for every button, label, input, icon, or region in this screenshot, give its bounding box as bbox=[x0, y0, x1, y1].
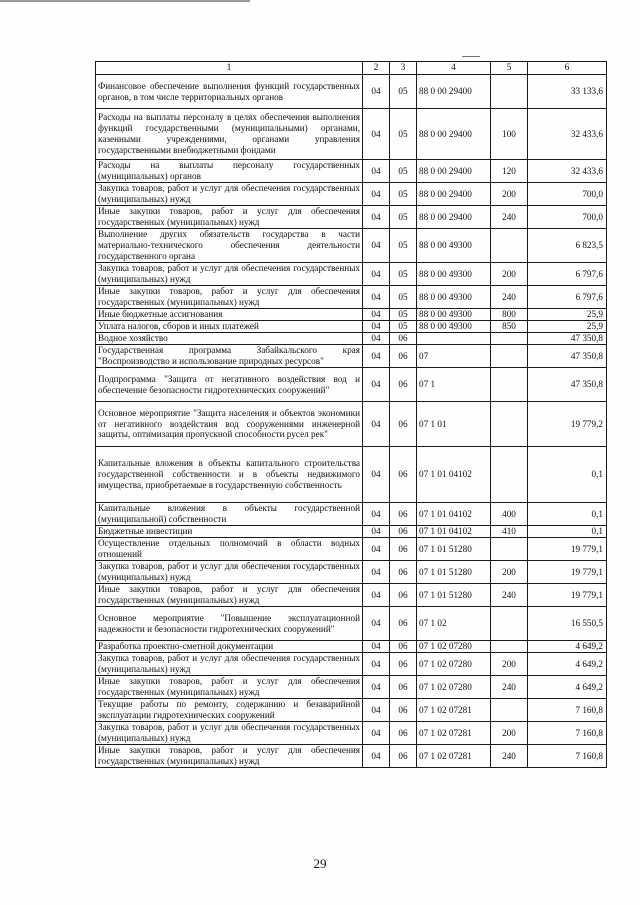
row-subsection-code: 06 bbox=[390, 402, 417, 447]
table-row bbox=[96, 75, 607, 109]
row-target-item-code: 07 1 02 07281 bbox=[417, 745, 491, 768]
row-subsection-code: 06 bbox=[390, 607, 417, 641]
row-amount: 19 779,1 bbox=[528, 561, 607, 584]
row-target-item-code: 07 1 02 07281 bbox=[417, 722, 491, 745]
row-name: Закупка товаров, работ и услуг для обеспечения государственных (муниципальных) нужд bbox=[96, 561, 363, 584]
row-name: Осуществление отдельных полномочий в области водных отношений bbox=[96, 538, 363, 561]
row-expense-type-code bbox=[491, 538, 528, 561]
row-name: Закупка товаров, работ и услуг для обеспечения государственных (муниципальных) нужд bbox=[96, 653, 363, 676]
row-expense-type-code bbox=[491, 447, 528, 503]
row-name: Иные бюджетные ассигнования bbox=[96, 309, 363, 321]
row-name: Основное мероприятие "Повышение эксплуатационной надежности и безопасности гидротехнических сооружений" bbox=[96, 607, 363, 641]
row-section-code: 04 bbox=[363, 263, 390, 286]
row-subsection-code: 05 bbox=[390, 321, 417, 333]
table-row bbox=[96, 561, 607, 584]
row-amount: 7 160,8 bbox=[528, 722, 607, 745]
row-section-code: 04 bbox=[363, 447, 390, 503]
row-amount: 6 797,6 bbox=[528, 263, 607, 286]
row-name: Текущие работы по ремонту, содержанию и безаварийной эксплуатации гидротехнических сооружений bbox=[96, 699, 363, 722]
row-expense-type-code bbox=[491, 699, 528, 722]
row-name: Иные закупки товаров, работ и услуг для обеспечения государственных (муниципальных) нужд bbox=[96, 286, 363, 309]
row-name: Основное мероприятие "Защита населения и объектов экономики от негативного воздействия вод сооружениями инженерной защиты, оптимизация пропускной способности русел рек" bbox=[96, 402, 363, 447]
row-name: Капитальные вложения в объекты государственной (муниципальной) собственности bbox=[96, 503, 363, 526]
row-subsection-code: 05 bbox=[390, 183, 417, 206]
table-row bbox=[96, 584, 607, 607]
row-subsection-code: 06 bbox=[390, 503, 417, 526]
row-subsection-code: 05 bbox=[390, 263, 417, 286]
row-expense-type-code: 200 bbox=[491, 653, 528, 676]
row-amount: 6 797,6 bbox=[528, 286, 607, 309]
row-name: Иные закупки товаров, работ и услуг для обеспечения государственных (муниципальных) нужд bbox=[96, 676, 363, 699]
row-expense-type-code: 200 bbox=[491, 263, 528, 286]
header-cell-target-item: 4 bbox=[417, 62, 491, 75]
table-row bbox=[96, 368, 607, 402]
row-target-item-code: 88 0 00 49300 bbox=[417, 229, 491, 263]
row-amount: 47 350,8 bbox=[528, 368, 607, 402]
row-name: Закупка товаров, работ и услуг для обеспечения государственных (муниципальных) нужд bbox=[96, 183, 363, 206]
row-section-code: 04 bbox=[363, 333, 390, 345]
row-amount: 4 649,2 bbox=[528, 641, 607, 653]
row-subsection-code: 05 bbox=[390, 160, 417, 183]
row-amount: 47 350,8 bbox=[528, 345, 607, 368]
row-target-item-code: 88 0 00 49300 bbox=[417, 309, 491, 321]
row-amount: 6 823,5 bbox=[528, 229, 607, 263]
row-expense-type-code: 120 bbox=[491, 160, 528, 183]
row-expense-type-code bbox=[491, 333, 528, 345]
row-expense-type-code: 850 bbox=[491, 321, 528, 333]
row-amount: 7 160,8 bbox=[528, 745, 607, 768]
row-subsection-code: 05 bbox=[390, 109, 417, 160]
row-expense-type-code: 400 bbox=[491, 503, 528, 526]
table-row bbox=[96, 402, 607, 447]
table-row bbox=[96, 699, 607, 722]
row-section-code: 04 bbox=[363, 402, 390, 447]
row-section-code: 04 bbox=[363, 584, 390, 607]
row-name: Выполнение других обязательств государства в части материально-технического обеспечения деятельности государственного органа bbox=[96, 229, 363, 263]
row-subsection-code: 06 bbox=[390, 561, 417, 584]
row-subsection-code: 06 bbox=[390, 699, 417, 722]
row-expense-type-code bbox=[491, 607, 528, 641]
row-subsection-code: 06 bbox=[390, 745, 417, 768]
row-expense-type-code bbox=[491, 641, 528, 653]
row-name: Финансовое обеспечение выполнения функций государственных органов, в том числе территориальных органов bbox=[96, 75, 363, 109]
row-subsection-code: 06 bbox=[390, 526, 417, 538]
row-target-item-code: 88 0 00 49300 bbox=[417, 263, 491, 286]
row-section-code: 04 bbox=[363, 321, 390, 333]
row-amount: 700,0 bbox=[528, 183, 607, 206]
page-number: 29 bbox=[313, 856, 327, 871]
row-expense-type-code: 200 bbox=[491, 722, 528, 745]
row-subsection-code: 05 bbox=[390, 206, 417, 229]
row-expense-type-code bbox=[491, 368, 528, 402]
row-target-item-code: 07 1 02 07280 bbox=[417, 641, 491, 653]
table-row bbox=[96, 183, 607, 206]
row-expense-type-code bbox=[491, 345, 528, 368]
table-row bbox=[96, 503, 607, 526]
table-header-row bbox=[96, 62, 607, 75]
row-target-item-code: 07 1 01 bbox=[417, 402, 491, 447]
row-amount: 4 649,2 bbox=[528, 653, 607, 676]
row-amount: 0,1 bbox=[528, 503, 607, 526]
row-section-code: 04 bbox=[363, 286, 390, 309]
header-cell-section: 2 bbox=[363, 62, 390, 75]
row-target-item-code: 07 1 02 07281 bbox=[417, 699, 491, 722]
row-subsection-code: 06 bbox=[390, 447, 417, 503]
budget-table bbox=[95, 61, 607, 768]
table-row bbox=[96, 229, 607, 263]
row-subsection-code: 06 bbox=[390, 538, 417, 561]
table-row bbox=[96, 309, 607, 321]
row-subsection-code: 06 bbox=[390, 641, 417, 653]
row-amount: 19 779,1 bbox=[528, 538, 607, 561]
row-expense-type-code: 240 bbox=[491, 676, 528, 699]
row-section-code: 04 bbox=[363, 676, 390, 699]
row-section-code: 04 bbox=[363, 722, 390, 745]
row-expense-type-code: 410 bbox=[491, 526, 528, 538]
row-subsection-code: 06 bbox=[390, 676, 417, 699]
row-target-item-code bbox=[417, 333, 491, 345]
row-subsection-code: 05 bbox=[390, 229, 417, 263]
row-section-code: 04 bbox=[363, 503, 390, 526]
row-amount: 25,9 bbox=[528, 321, 607, 333]
row-section-code: 04 bbox=[363, 183, 390, 206]
row-amount: 32 433,6 bbox=[528, 109, 607, 160]
row-expense-type-code: 200 bbox=[491, 183, 528, 206]
table-row bbox=[96, 286, 607, 309]
table-row bbox=[96, 321, 607, 333]
row-target-item-code: 88 0 00 49300 bbox=[417, 321, 491, 333]
row-target-item-code: 88 0 00 29400 bbox=[417, 109, 491, 160]
row-expense-type-code: 800 bbox=[491, 309, 528, 321]
row-amount: 33 133,6 bbox=[528, 75, 607, 109]
row-target-item-code: 07 1 02 07280 bbox=[417, 653, 491, 676]
row-section-code: 04 bbox=[363, 526, 390, 538]
table-row bbox=[96, 641, 607, 653]
row-amount: 700,0 bbox=[528, 206, 607, 229]
row-subsection-code: 06 bbox=[390, 333, 417, 345]
row-section-code: 04 bbox=[363, 345, 390, 368]
table-row bbox=[96, 653, 607, 676]
row-expense-type-code: 240 bbox=[491, 745, 528, 768]
row-section-code: 04 bbox=[363, 538, 390, 561]
row-section-code: 04 bbox=[363, 745, 390, 768]
table-row bbox=[96, 447, 607, 503]
table-row bbox=[96, 745, 607, 768]
row-amount: 7 160,8 bbox=[528, 699, 607, 722]
row-target-item-code: 07 1 bbox=[417, 368, 491, 402]
row-amount: 47 350,8 bbox=[528, 333, 607, 345]
row-amount: 16 550,5 bbox=[528, 607, 607, 641]
row-subsection-code: 06 bbox=[390, 345, 417, 368]
row-section-code: 04 bbox=[363, 109, 390, 160]
row-section-code: 04 bbox=[363, 229, 390, 263]
row-section-code: 04 bbox=[363, 561, 390, 584]
scan-edge-line bbox=[0, 0, 250, 2]
row-subsection-code: 06 bbox=[390, 722, 417, 745]
row-target-item-code: 88 0 00 29400 bbox=[417, 206, 491, 229]
row-target-item-code: 07 1 01 51280 bbox=[417, 538, 491, 561]
table-row bbox=[96, 676, 607, 699]
row-target-item-code: 07 1 02 07280 bbox=[417, 676, 491, 699]
row-subsection-code: 05 bbox=[390, 75, 417, 109]
row-name: Расходы на выплаты персоналу в целях обеспечения выполнения функций государственными (муниципальными) органами, казенными учреждениями, органами управления государственными внебюджетными фондами bbox=[96, 109, 363, 160]
table-row bbox=[96, 160, 607, 183]
row-expense-type-code: 100 bbox=[491, 109, 528, 160]
header-cell-expense-type: 5 bbox=[491, 62, 528, 75]
row-expense-type-code bbox=[491, 402, 528, 447]
row-target-item-code: 88 0 00 29400 bbox=[417, 183, 491, 206]
row-section-code: 04 bbox=[363, 160, 390, 183]
row-name: Закупка товаров, работ и услуг для обеспечения государственных (муниципальных) нужд bbox=[96, 722, 363, 745]
row-name: Уплата налогов, сборов и иных платежей bbox=[96, 321, 363, 333]
row-section-code: 04 bbox=[363, 641, 390, 653]
row-target-item-code: 07 bbox=[417, 345, 491, 368]
row-subsection-code: 06 bbox=[390, 584, 417, 607]
table-row bbox=[96, 263, 607, 286]
row-target-item-code: 07 1 01 04102 bbox=[417, 526, 491, 538]
table-row bbox=[96, 538, 607, 561]
row-subsection-code: 06 bbox=[390, 368, 417, 402]
table-row bbox=[96, 526, 607, 538]
row-section-code: 04 bbox=[363, 607, 390, 641]
row-amount: 19 779,2 bbox=[528, 402, 607, 447]
row-subsection-code: 06 bbox=[390, 653, 417, 676]
row-expense-type-code: 200 bbox=[491, 561, 528, 584]
row-amount: 32 433,6 bbox=[528, 160, 607, 183]
table-row bbox=[96, 206, 607, 229]
table-row bbox=[96, 345, 607, 368]
row-amount: 0,1 bbox=[528, 447, 607, 503]
table-row bbox=[96, 333, 607, 345]
row-amount: 0,1 bbox=[528, 526, 607, 538]
row-name: Расходы на выплаты персоналу государственных (муниципальных) органов bbox=[96, 160, 363, 183]
row-expense-type-code: 240 bbox=[491, 584, 528, 607]
row-name: Капитальные вложения в объекты капитального строительства государственной собственности и в объекты недвижимого имущества, приобретаемые в государственную собственность bbox=[96, 447, 363, 503]
row-section-code: 04 bbox=[363, 368, 390, 402]
row-target-item-code: 88 0 00 49300 bbox=[417, 286, 491, 309]
row-amount: 25,9 bbox=[528, 309, 607, 321]
row-name: Иные закупки товаров, работ и услуг для обеспечения государственных (муниципальных) нужд bbox=[96, 584, 363, 607]
header-cell-name: 1 bbox=[96, 62, 363, 75]
row-target-item-code: 88 0 00 29400 bbox=[417, 75, 491, 109]
row-target-item-code: 07 1 01 04102 bbox=[417, 503, 491, 526]
row-name: Закупка товаров, работ и услуг для обеспечения государственных (муниципальных) нужд bbox=[96, 263, 363, 286]
row-name: Иные закупки товаров, работ и услуг для обеспечения государственных (муниципальных) нужд bbox=[96, 206, 363, 229]
row-section-code: 04 bbox=[363, 653, 390, 676]
row-expense-type-code bbox=[491, 229, 528, 263]
table-row bbox=[96, 607, 607, 641]
row-target-item-code: 07 1 01 51280 bbox=[417, 584, 491, 607]
row-section-code: 04 bbox=[363, 309, 390, 321]
row-target-item-code: 07 1 01 04102 bbox=[417, 447, 491, 503]
header-cell-amount: 6 bbox=[528, 62, 607, 75]
row-name: Водное хозяйство bbox=[96, 333, 363, 345]
row-target-item-code: 07 1 01 51280 bbox=[417, 561, 491, 584]
row-name: Разработка проектно-сметной документации bbox=[96, 641, 363, 653]
row-section-code: 04 bbox=[363, 75, 390, 109]
row-name: Бюджетные инвестиции bbox=[96, 526, 363, 538]
row-subsection-code: 05 bbox=[390, 309, 417, 321]
row-section-code: 04 bbox=[363, 699, 390, 722]
row-target-item-code: 88 0 00 29400 bbox=[417, 160, 491, 183]
row-subsection-code: 05 bbox=[390, 286, 417, 309]
scan-mark bbox=[462, 56, 480, 57]
row-amount: 4 649,2 bbox=[528, 676, 607, 699]
row-amount: 19 779,1 bbox=[528, 584, 607, 607]
row-target-item-code: 07 1 02 bbox=[417, 607, 491, 641]
row-expense-type-code bbox=[491, 75, 528, 109]
table-row bbox=[96, 722, 607, 745]
row-name: Иные закупки товаров, работ и услуг для обеспечения государственных (муниципальных) нужд bbox=[96, 745, 363, 768]
table-row bbox=[96, 109, 607, 160]
row-name: Государственная программа Забайкальского края "Воспроизводство и использование природных ресурсов" bbox=[96, 345, 363, 368]
row-section-code: 04 bbox=[363, 206, 390, 229]
row-name: Подпрограмма "Защита от негативного воздействия вод и обеспечение безопасности гидротехнических сооружений" bbox=[96, 368, 363, 402]
row-expense-type-code: 240 bbox=[491, 286, 528, 309]
row-expense-type-code: 240 bbox=[491, 206, 528, 229]
header-cell-subsection: 3 bbox=[390, 62, 417, 75]
